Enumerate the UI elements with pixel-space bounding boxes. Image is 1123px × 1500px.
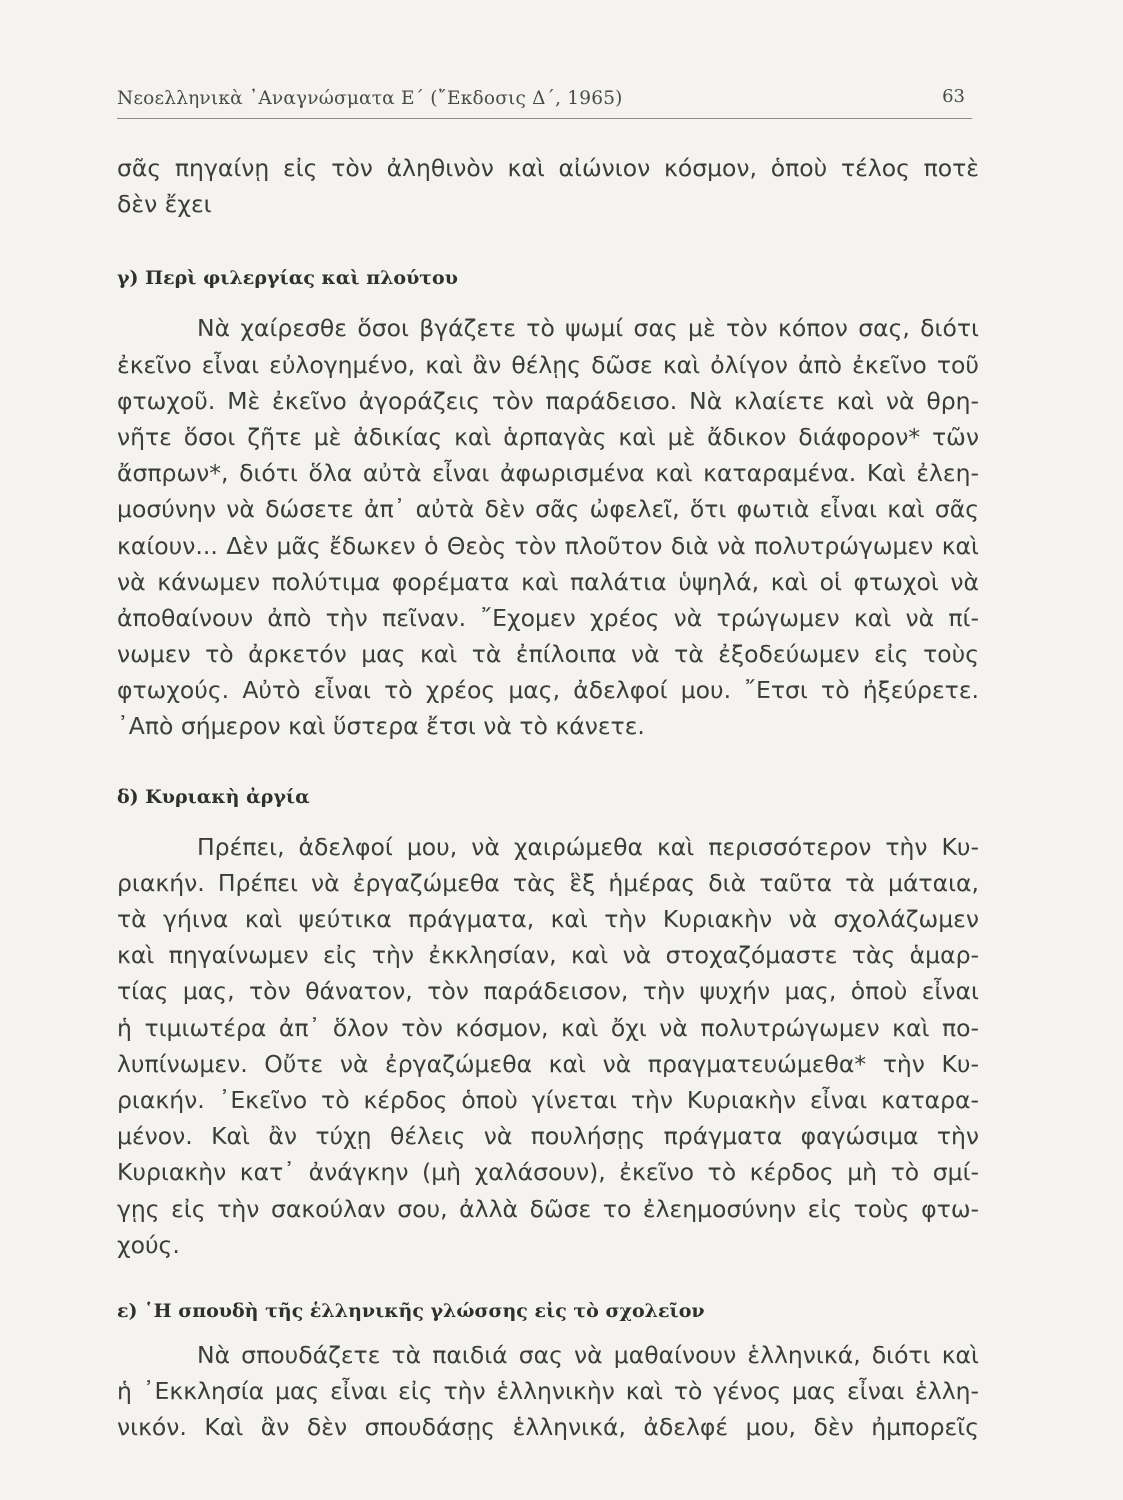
spacer — [117, 1263, 979, 1293]
text-line: ἀποθαίνουν ἀπὸ τὴν πεῖναν. ῎Εχομεν χρέος νὰ τρώγωμεν καὶ νὰ πί- — [117, 603, 979, 632]
text-line: νικόν. Καὶ ἂν δὲν σπουδάσῃς ἑλληνικά, ἀδελφέ μου, δὲν ἠμπορεῖς — [117, 1413, 979, 1442]
text-line: νωμεν τὸ ἀρκετόν μας καὶ τὰ ἐπίλοιπα νὰ τὰ ἐξοδεύωμεν εἰς τοὺς — [117, 640, 979, 669]
text-line: μένον. Καὶ ἂν τύχῃ θέλεις νὰ πουλήσῃς πράγματα φαγώσιμα τὴν — [117, 1122, 979, 1151]
text-line: Νὰ σπουδάζετε τὰ παιδιά σας νὰ μαθαίνουν ἑλληνικά, διότι καὶ — [197, 1340, 979, 1369]
text-line: καίουν... Δὲν μᾶς ἔδωκεν ὁ Θεὸς τὸν πλοῦτον διὰ νὰ πολυτρώγωμεν καὶ — [117, 531, 979, 560]
text-line: φτωχοῦ. Μὲ ἐκεῖνο ἀγοράζεις τὸν παράδεισο. Νὰ κλαίετε καὶ νὰ θρη- — [117, 386, 979, 415]
text-line: ἡ τιμιωτέρα ἀπ᾿ ὅλον τὸν κόσμον, καὶ ὄχι νὰ πολυτρώγωμεν καὶ πο- — [117, 1013, 979, 1042]
text-line: λυπίνωμεν. Οὔτε νὰ ἐργαζώμεθα καὶ νὰ πραγματευώμεθα* τὴν Κυ- — [117, 1049, 979, 1078]
spacer — [117, 815, 979, 829]
section-heading-d: δ) Κυριακὴ ἀργία — [117, 785, 310, 808]
text-line: ᾿Απὸ σήμερον καὶ ὕστερα ἔτσι νὰ τὸ κάνετε. — [117, 712, 645, 741]
text-line: δὲν ἔχει — [117, 190, 212, 219]
text-line: Πρέπει, ἀδελφοί μου, νὰ χαιρώμεθα καὶ περισσότερον τὴν Κυ- — [197, 832, 979, 861]
text-line: τὰ γήινα καὶ ψεύτικα πράγματα, καὶ τὴν Κυριακὴν νὰ σχολάζωμεν — [117, 905, 979, 933]
text-line: νὰ κάνωμεν πολύτιμα φορέματα καὶ παλάτια ὑψηλά, καὶ οἱ φτωχοὶ νὰ — [117, 567, 979, 596]
text-line: γῃς εἰς τὴν σακούλαν σου, ἀλλὰ δῶσε το ἐλεημοσύνην εἰς τοὺς φτω- — [117, 1194, 979, 1223]
running-title: Νεοελληνικὰ ᾿Αναγνώσματα Ε΄ (῎Εκδοσις Δ΄, 1965) — [117, 88, 623, 109]
text-line: ἄσπρων*, διότι ὅλα αὐτὰ εἶναι ἀφωρισμένα καὶ καταραμένα. Καὶ ἐλεη- — [117, 459, 979, 488]
spacer — [117, 296, 979, 310]
text-line: νῆτε ὅσοι ζῆτε μὲ ἀδικίας καὶ ἁρπαγὰς καὶ μὲ ἄδικον διάφορον* τῶν — [117, 422, 979, 451]
page-number: 63 — [942, 86, 965, 107]
text-line: χούς. — [117, 1230, 180, 1259]
spacer — [117, 745, 979, 779]
text-line: Νὰ χαίρεσθε ὅσοι βγάζετε τὸ ψωμί σας μὲ τὸν κόπον σας, διότι — [197, 314, 979, 343]
header-rule — [117, 118, 972, 119]
text-line: φτωχούς. Αὐτὸ εἶναι τὸ χρέος μας, ἀδελφοί μου. ῎Ετσι τὸ ἠξεύρετε. — [117, 676, 979, 705]
text-line: μοσύνην νὰ δώσετε ἀπ᾿ αὐτὰ δὲν σᾶς ὠφελεῖ, ὅτι φωτιὰ εἶναι καὶ σᾶς — [117, 495, 979, 524]
spacer — [117, 1329, 979, 1337]
page-header — [117, 84, 977, 120]
text-line: τίας μας, τὸν θάνατον, τὸν παράδεισον, τὴν ψυχήν μας, ὁποὺ εἶναι — [117, 977, 979, 1006]
spacer — [117, 222, 979, 260]
text-line: ἡ ᾿Εκκλησία μας εἶναι εἰς τὴν ἑλληνικὴν καὶ τὸ γένος μας εἶναι ἑλλη- — [117, 1377, 979, 1406]
text-line: ἐκεῖνο εἶναι εὐλογημένο, καὶ ἂν θέλῃς δῶσε καὶ ὀλίγον ἀπὸ ἐκεῖνο τοῦ — [117, 350, 979, 379]
text-line: ριακήν. ᾿Εκεῖνο τὸ κέρδος ὁποὺ γίνεται τὴν Κυριακὴν εἶναι καταρα- — [117, 1085, 979, 1114]
text-line: ριακήν. Πρέπει νὰ ἐργαζώμεθα τὰς ἓξ ἡμέρας διὰ ταῦτα τὰ μάταια, — [117, 868, 979, 897]
text-line: Κυριακὴν κατ᾿ ἀνάγκην (μὴ χαλάσουν), ἐκεῖνο τὸ κέρδος μὴ τὸ σμί- — [117, 1158, 979, 1187]
section-heading-g: γ) Περὶ φιλεργίας καὶ πλούτου — [117, 267, 458, 290]
body-text — [117, 150, 979, 1445]
text-line: καὶ πηγαίνωμεν εἰς τὴν ἐκκλησίαν, καὶ νὰ στοχαζόμαστε τὰς ἁμαρ- — [117, 941, 979, 970]
section-heading-e: ε) ῾Η σπουδὴ τῆς ἑλληνικῆς γλώσσης εἰς τὸ σχολεῖον — [117, 1299, 705, 1322]
text-line: σᾶς πηγαίνῃ εἰς τὸν ἀληθινὸν καὶ αἰώνιον κόσμον, ὁποὺ τέλος ποτὲ — [117, 154, 979, 182]
